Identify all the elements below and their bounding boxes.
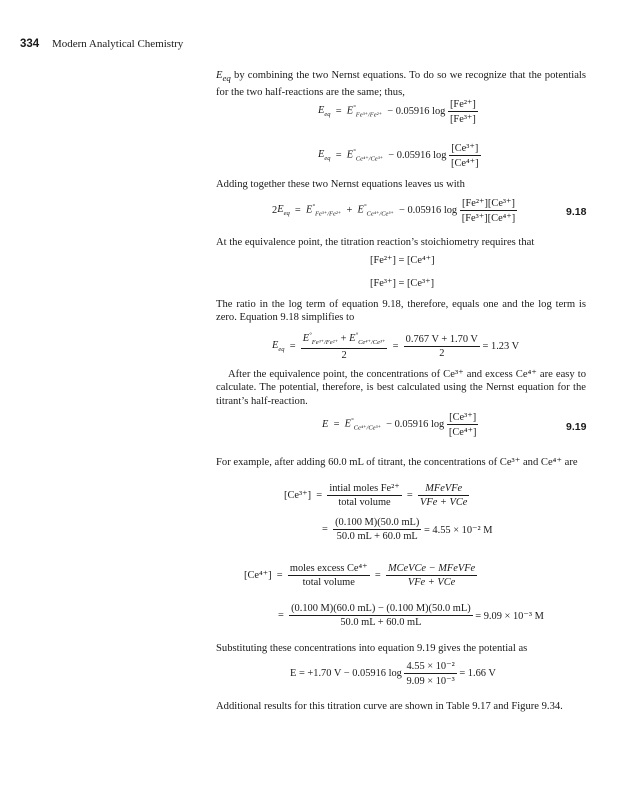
equivalence-relation-1: [Fe²⁺] = [Ce⁴⁺]	[370, 255, 435, 266]
ce3-concentration-result: = $\frac{(0.100 M)(50.0 mL)}{50.0 mL + 60.0 mL}$ = 4.55 × 10⁻² M	[322, 517, 493, 542]
paragraph-ratio: The ratio in the log term of equation 9.18, therefore, equals one and the log term is zero. Equation 9.18 simplifies to	[216, 299, 586, 324]
equation-ce-nernst: $E_{eq} = E^\circ_{Ce^{4+}/Ce^{3+}} - 0.05916$ log $\frac{\text{[Ce³⁺]}}{\text{[Ce⁴⁺]}}$	[318, 143, 479, 169]
ce4-concentration-calc: [Ce⁴⁺] = $\frac{\text{moles excess Ce⁴⁺}}{\text{total volume}}$ = $\frac{\text{MCeVCe − MFeVFe}}{\text{VFe + VCe}}$	[244, 562, 476, 588]
equation-9-19: $E = E^\circ_{Ce^{4+}/Ce^{3+}} - 0.05916$ log $\frac{\text{[Ce³⁺]}}{\text{[Ce⁴⁺]}}$	[322, 412, 477, 438]
equation-simplified: $E_{eq}$ = $\frac{E^\circ_{Fe^{3+}/Fe^{2+}} + E^\circ_{Ce^{4+}/Ce^{3+}}}{2}$ = $\frac{0.767 V + 1.70 V}{2}$ = 1.23 V	[272, 332, 520, 361]
equation-fe-nernst: $E_{eq} = E^\circ_{Fe^{3+}/Fe^{2+}} - 0.05916$ log $\frac{\text{[Fe²⁺]}}{\text{[Fe³⁺]}}$	[318, 99, 476, 125]
eeq-symbol: $E_{eq}$	[216, 70, 231, 84]
page-number: 334	[20, 38, 40, 50]
ce4-concentration-result: = $\frac{(0.100 M)(60.0 mL) - (0.100 M)(50.0 mL)}{50.0 mL + 60.0 mL}$ = 9.09 × 10⁻³ M	[278, 603, 544, 628]
equivalence-relation-2: [Fe³⁺] = [Ce³⁺]	[370, 278, 435, 289]
paragraph-intro: $E_{eq}$ by combining the two Nernst equations. To do so we recognize that the potentials for the two half-reactions are the same; thus,	[216, 70, 586, 98]
equation-number-9-19: 9.19	[566, 421, 587, 433]
paragraph-example: For example, after adding 60.0 mL of titrant, the concentrations of Ce³⁺ and Ce⁴⁺ are	[216, 457, 578, 468]
equation-final-potential: E = +1.70 V − 0.05916 log $\frac{\text{4.55 × 10⁻²}}{\text{9.09 × 10⁻³}}$ = 1.66 V	[290, 661, 496, 687]
equation-number-9-18: 9.18	[566, 206, 587, 218]
paragraph-after-equivalence: After the equivalence point, the concentrations of Ce³⁺ and excess Ce⁴⁺ are easy to calculate. The potential, therefore, is best calculated using the Nernst equation for the titrant’s half-reaction.	[216, 369, 586, 407]
paragraph-equivalence: At the equivalence point, the titration reaction’s stoichiometry requires that	[216, 237, 535, 248]
paragraph-additional-results: Additional results for this titration curve are shown in Table 9.17 and Figure 9.34.	[216, 701, 563, 712]
equation-9-18: $2E_{eq} = E^\circ_{Fe^{3+}/Fe^{2+}} + E^\circ_{Ce^{4+}/Ce^{3+}} - 0.05916$ log $\frac{\text{[Fe²⁺][Ce³⁺]}}{\text{[Fe³⁺][Ce⁴⁺]}}$	[272, 198, 516, 224]
paragraph-substituting: Substituting these concentrations into equation 9.19 gives the potential as	[216, 643, 528, 654]
book-title: Modern Analytical Chemistry	[51, 38, 184, 50]
running-header	[20, 38, 183, 50]
ce3-concentration-calc: [Ce³⁺] = $\frac{\text{intial moles Fe²⁺}}{\text{total volume}}$ = $\frac{\text{MFeVFe}}{\text{VFe + VCe}}$	[284, 482, 468, 508]
paragraph-adding: Adding together these two Nernst equations leaves us with	[216, 179, 465, 190]
